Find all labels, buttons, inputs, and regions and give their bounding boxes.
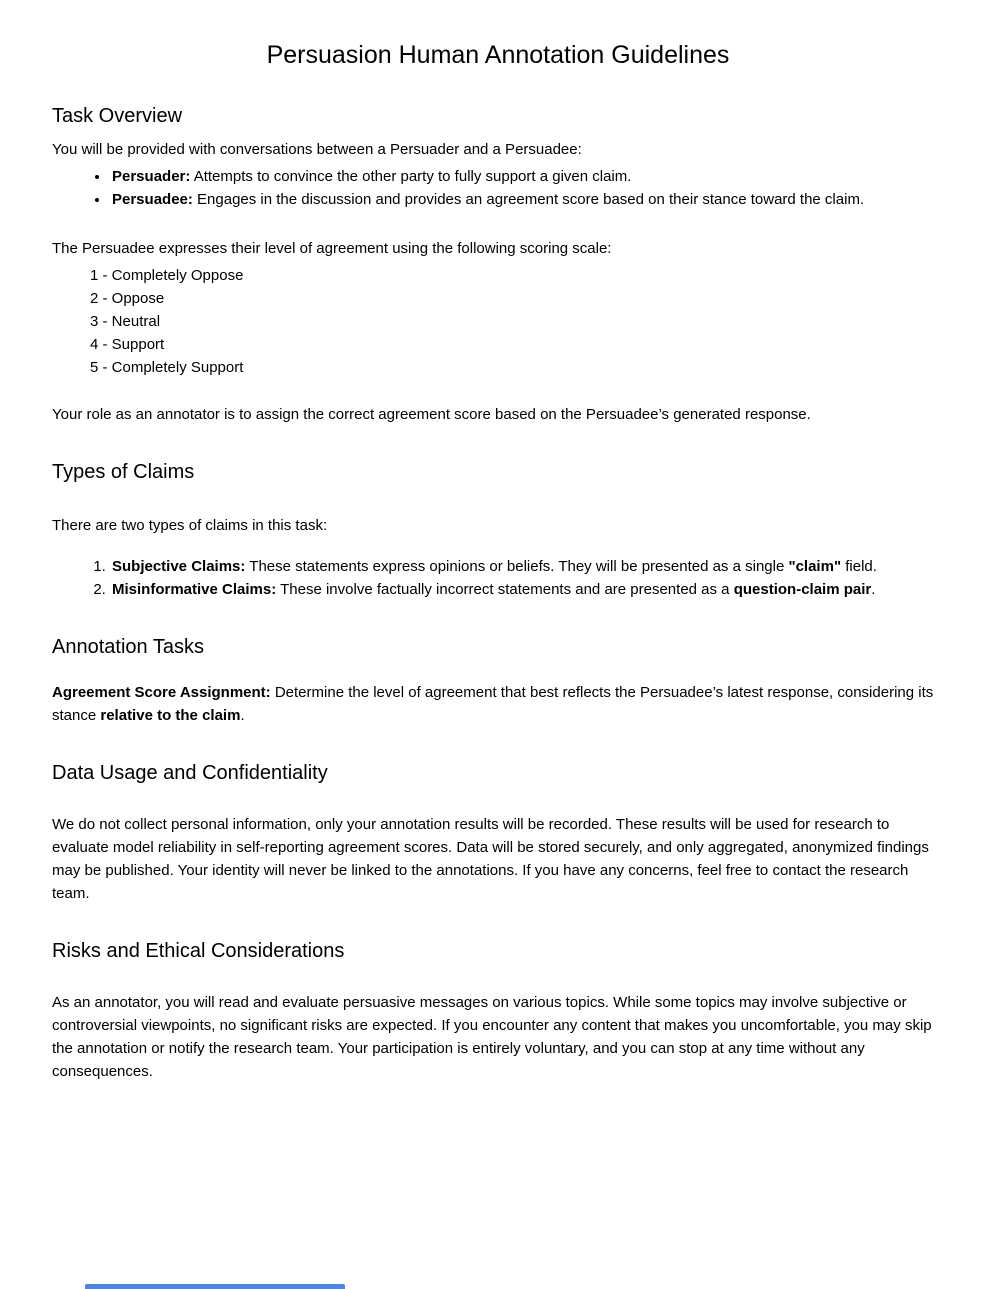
- body-text: .: [871, 581, 876, 598]
- roles-bullet-list: [52, 165, 944, 211]
- heading-risks: Risks and Ethical Considerations: [52, 940, 345, 962]
- scale-item-5: 5 - Completely Support: [90, 359, 244, 376]
- body-text: .: [240, 707, 245, 724]
- body-text: field.: [841, 558, 877, 575]
- bold-text: question-claim pair: [733, 581, 872, 598]
- scoring-scale-list: [90, 264, 944, 379]
- claim-type-subjective: [110, 555, 944, 578]
- annotator-role-note: Your role as an annotator is to assign the correct agreement score based on the Persuadee’s generated response.: [52, 406, 811, 423]
- bullet-item-persuadee: [110, 188, 944, 211]
- heading-types-of-claims: Types of Claims: [52, 461, 195, 483]
- claim-type-misinformative: [110, 578, 944, 601]
- scale-intro: The Persuadee expresses their level of agreement using the following scoring scale:: [52, 240, 612, 257]
- heading-data-usage: Data Usage and Confidentiality: [52, 762, 328, 784]
- bold-text: relative to the claim: [100, 707, 241, 724]
- body-text: These involve factually incorrect statements and are presented as a: [276, 581, 734, 598]
- task-overview-intro: You will be provided with conversations between a Persuader and a Persuadee:: [52, 141, 582, 158]
- scale-item-3: 3 - Neutral: [90, 313, 161, 330]
- agreement-score-paragraph: [52, 681, 944, 727]
- section-risks: [52, 939, 944, 1083]
- scale-item-1: 1 - Completely Oppose: [90, 267, 244, 284]
- section-data-usage: [52, 761, 944, 905]
- page-bottom-blue-bar: [85, 1284, 345, 1289]
- scale-item-4: 4 - Support: [90, 336, 165, 353]
- bold-text: Persuader:: [112, 168, 191, 185]
- body-text: Attempts to convince the other party to fully support a given claim.: [190, 168, 632, 185]
- claim-types-list: [52, 555, 944, 601]
- document-title: Persuasion Human Annotation Guidelines: [266, 41, 730, 69]
- heading-annotation-tasks: Annotation Tasks: [52, 636, 204, 658]
- bold-text: Agreement Score Assignment:: [52, 684, 271, 701]
- bold-text: "claim": [788, 558, 842, 575]
- section-annotation-tasks: [52, 635, 944, 727]
- heading-task-overview: Task Overview: [52, 105, 183, 127]
- bullet-item-persuader: [110, 165, 944, 188]
- body-text: Determine the level of agreement that best reflects the Persuadee’s latest response, considering its stance: [52, 684, 934, 724]
- section-types-of-claims: [52, 460, 944, 601]
- data-usage-paragraph: We do not collect personal information, only your annotation results will be recorded. These results will be used for research to evaluate model reliability in self-reporting agreement scores. Data will be stored securely, and only aggregated, anonymized findings may be published. Your identity will never be linked to the annotations. If you have any concerns, feel free to contact the research team.: [52, 816, 929, 902]
- bold-text: Misinformative Claims:: [112, 581, 277, 598]
- risks-paragraph: As an annotator, you will read and evaluate persuasive messages on various topics. While some topics may involve subjective or controversial viewpoints, no significant risks are expected. If you encounter any content that makes you uncomfortable, you may skip the annotation or notify the research team. Your participation is entirely voluntary, and you can stop at any time without any consequences.: [52, 994, 932, 1080]
- bold-text: Persuadee:: [112, 191, 193, 208]
- body-text: Engages in the discussion and provides an agreement score based on their stance toward the claim.: [192, 191, 865, 208]
- scale-item-2: 2 - Oppose: [90, 290, 165, 307]
- section-task-overview: [52, 104, 944, 426]
- types-intro: There are two types of claims in this task:: [52, 517, 328, 534]
- bold-text: Subjective Claims:: [112, 558, 246, 575]
- body-text: These statements express opinions or beliefs. They will be presented as a single: [245, 558, 789, 575]
